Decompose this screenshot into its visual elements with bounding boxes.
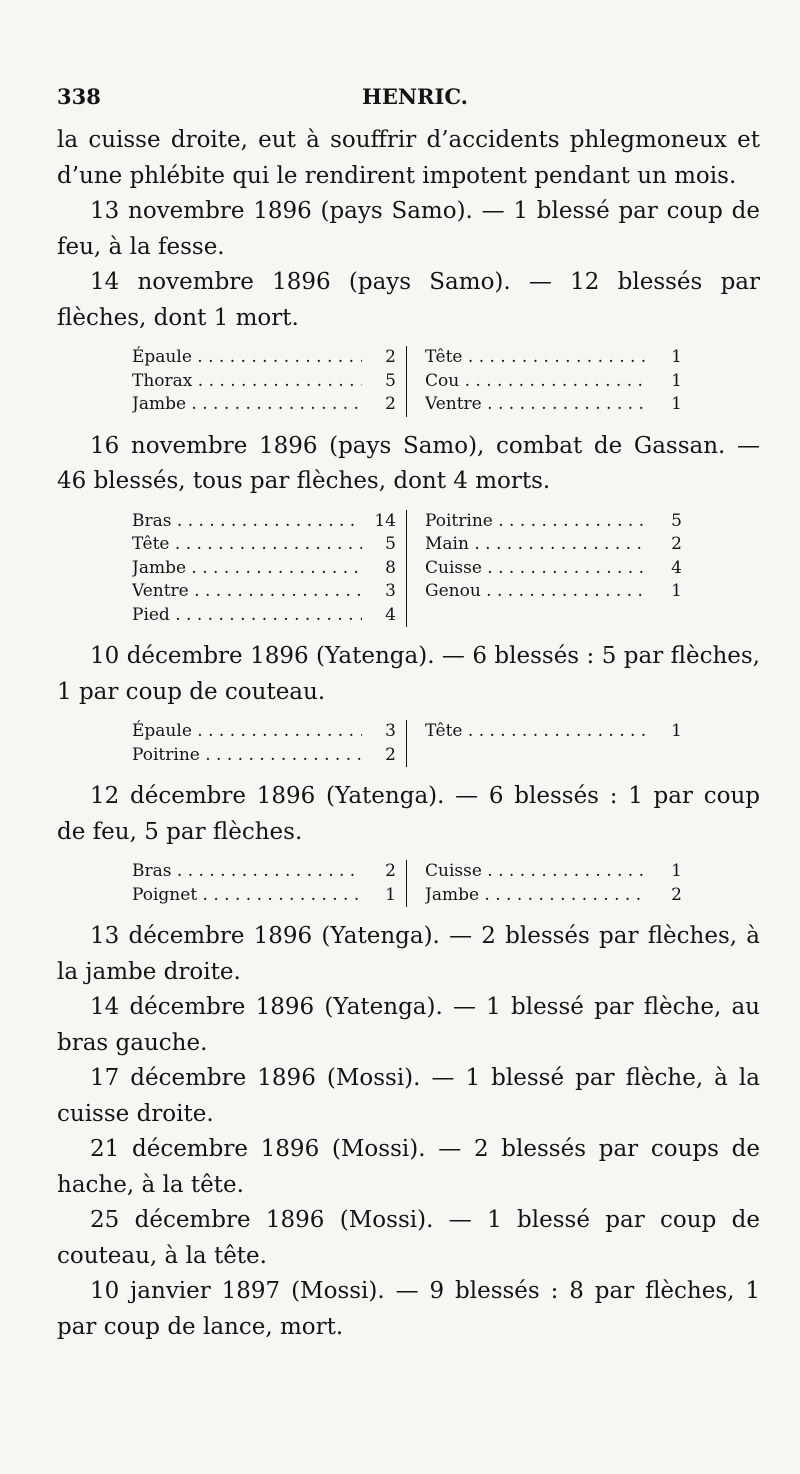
wound-table-column-left (132, 860, 407, 907)
wound-count: 3 (385, 581, 396, 601)
body-part-label: Main . . . (425, 533, 648, 557)
paragraph: 13 novembre 1896 (pays Samo). — 1 blessé par coup de feu, à la fesse. (57, 198, 760, 260)
wound-count: 4 (671, 557, 682, 578)
body-part-label: Tête . . . (132, 533, 362, 557)
body-part-label: Cou . . . (425, 370, 648, 394)
wound-table-row (132, 744, 396, 768)
wound-count: 1 (671, 370, 682, 391)
body-part-label: Tête . . . (425, 720, 648, 744)
wound-count: 1 (385, 884, 396, 905)
wound-table-row (132, 580, 396, 604)
wound-table-row (425, 884, 682, 908)
body-part-label: Jambe . . . (425, 884, 648, 908)
wound-table-column-right (407, 860, 682, 907)
body-part-label: Cuisse . . . (425, 557, 648, 581)
body-part-label: Tête . . . (425, 346, 648, 370)
wound-table-row (132, 860, 396, 884)
wound-count: 2 (671, 884, 682, 905)
wound-table-row (132, 720, 396, 744)
wound-table-row (425, 860, 682, 884)
wound-table (132, 720, 692, 767)
body-part-label: Genou . . . (425, 580, 648, 604)
wound-count: 2 (385, 744, 396, 765)
wound-count: 3 (385, 721, 396, 741)
paragraph: 13 décembre 1896 (Yatenga). — 2 blessés par flèches, à la jambe droite. (57, 923, 760, 985)
body-part-label: Poitrine . . . (425, 510, 648, 534)
wound-count: 8 (385, 557, 396, 578)
body-part-label: Poignet . . . (132, 884, 362, 908)
wound-table-column-right (407, 510, 682, 628)
wound-count: 1 (671, 721, 682, 741)
body-part-label: Poitrine . . . (132, 744, 362, 768)
wound-table-row (132, 557, 396, 581)
page-number: 338 (57, 84, 101, 109)
paragraph: 25 décembre 1896 (Mossi). — 1 blessé par coup de couteau, à la tête. (57, 1207, 760, 1269)
wound-table-row (132, 346, 396, 370)
wound-count: 2 (385, 347, 396, 367)
wound-table-row (425, 370, 682, 394)
paragraph: 21 décembre 1896 (Mossi). — 2 blessés par coups de hache, à la tête. (57, 1136, 760, 1198)
body-part-label: Ventre . . . (425, 393, 648, 417)
wound-count: 2 (385, 861, 396, 881)
wound-table-row (132, 393, 396, 417)
wound-table-row (425, 557, 682, 581)
paragraph: 14 décembre 1896 (Yatenga). — 1 blessé par flèche, au bras gauche. (57, 994, 760, 1056)
wound-count: 4 (385, 604, 396, 625)
page-header (57, 84, 760, 109)
wound-count: 1 (671, 581, 682, 601)
page-body (57, 123, 760, 1345)
body-part-label: Épaule . . . (132, 346, 362, 370)
body-part-label: Jambe . . . (132, 393, 362, 417)
wound-count: 2 (671, 534, 682, 554)
wound-count: 14 (374, 510, 396, 531)
body-part-label: Bras . . . (132, 510, 362, 534)
wound-table-row (132, 510, 396, 534)
paragraph: 10 janvier 1897 (Mossi). — 9 blessés : 8 par flèches, 1 par coup de lance, mort. (57, 1278, 760, 1340)
body-part-label: Pied . . . (132, 604, 362, 628)
wound-table-column-right (407, 346, 682, 417)
wound-count: 1 (671, 861, 682, 881)
wound-table-row (425, 346, 682, 370)
paragraph: la cuisse droite, eut à souffrir d’accidents phlegmoneux et d’une phlébite qui le rendirent impotent pendant un mois. (57, 127, 760, 189)
wound-table-row (132, 533, 396, 557)
running-title: HENRIC. (362, 84, 468, 109)
wound-table-column-left (132, 510, 407, 628)
wound-table-row (425, 533, 682, 557)
wound-count: 5 (385, 534, 396, 554)
wound-table-column-right (407, 720, 682, 767)
wound-table (132, 510, 692, 628)
wound-count: 5 (671, 510, 682, 531)
wound-table-row (132, 884, 396, 908)
wound-count: 1 (671, 347, 682, 367)
wound-count: 5 (385, 370, 396, 391)
paragraph: 17 décembre 1896 (Mossi). — 1 blessé par flèche, à la cuisse droite. (57, 1065, 760, 1127)
wound-count: 2 (385, 394, 396, 414)
body-part-label: Cuisse . . . (425, 860, 648, 884)
wound-table-column-left (132, 346, 407, 417)
wound-table-row (425, 393, 682, 417)
wound-table-row (132, 604, 396, 628)
body-part-label: Jambe . . . (132, 557, 362, 581)
paragraph: 12 décembre 1896 (Yatenga). — 6 blessés : 1 par coup de feu, 5 par flèches. (57, 783, 760, 845)
paragraph: 16 novembre 1896 (pays Samo), combat de Gassan. — 46 blessés, tous par flèches, dont 4 morts. (57, 432, 760, 494)
wound-table-row (132, 370, 396, 394)
body-part-label: Bras . . . (132, 860, 362, 884)
body-part-label: Thorax . . . (132, 370, 362, 394)
wound-count: 1 (671, 394, 682, 414)
wound-table (132, 860, 692, 907)
wound-table-row (425, 580, 682, 604)
paragraph: 14 novembre 1896 (pays Samo). — 12 blessés par flèches, dont 1 mort. (57, 269, 760, 331)
body-part-label: Ventre . . . (132, 580, 362, 604)
wound-table (132, 346, 692, 417)
wound-table-column-left (132, 720, 407, 767)
paragraph: 10 décembre 1896 (Yatenga). — 6 blessés : 5 par flèches, 1 par coup de couteau. (57, 643, 760, 705)
wound-table-row (425, 720, 682, 744)
body-part-label: Épaule . . . (132, 720, 362, 744)
wound-table-row (425, 510, 682, 534)
